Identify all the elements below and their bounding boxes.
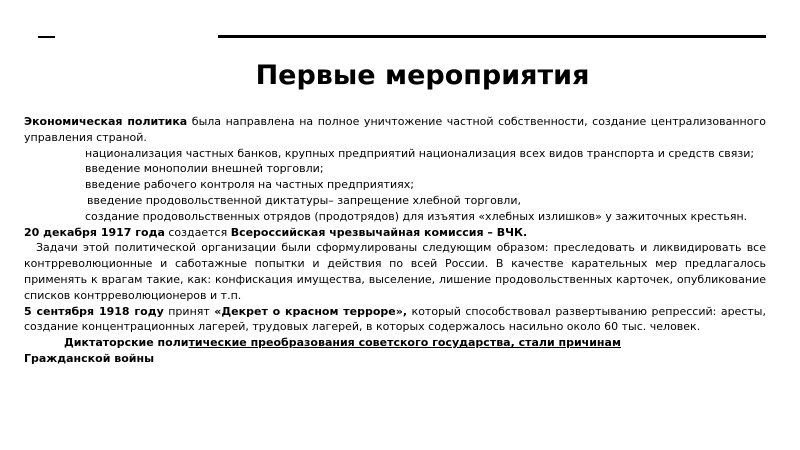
conclusion-part2: тические преобразования советского государства, стали причинам <box>188 336 621 350</box>
vchk-date: 20 декабря 1917 года <box>24 225 165 239</box>
terror-paragraph <box>24 304 766 336</box>
conclusion-part3: Гражданской войны <box>24 351 155 365</box>
terror-rest: который способствовал развертыванию репрессий: аресты, создание концентрационных лагерей, трудовых лагерей, в которых содержалось насильно около 60 тыс. человек. <box>24 304 766 334</box>
conclusion-paragraph <box>24 335 766 367</box>
header-rule <box>218 35 766 38</box>
intro-bold: Экономическая политика <box>24 115 188 128</box>
bullet-item: введение монополии внешней торговли; <box>85 162 324 176</box>
vchk-paragraph <box>24 225 766 241</box>
vchk-name: Всероссийская чрезвычайная комиссия – ВЧК. <box>230 225 528 239</box>
terror-mid: принят <box>163 304 215 318</box>
intro-paragraph <box>24 114 766 146</box>
tasks-paragraph: Задачи этой политической организации были сформулированы следующим образом: преследовать и ликвидировать все контрреволюционные и саботажные попытки и действия по всей России. В качестве карательных мер предлагалось применять к врагам такие, как: конфискация имущества, выселение, лишение продовольственных карточек, опубликование списков контрреволюционеров и т.п. <box>24 241 766 302</box>
vchk-mid: создается <box>164 225 231 239</box>
bullet-item: введение рабочего контроля на частных предприятиях; <box>85 178 414 192</box>
terror-decree: «Декрет о красном терроре», <box>214 304 408 318</box>
slide-title: Первые мероприятия <box>255 60 590 91</box>
bullet-item: национализация частных банков, крупных предприятий национализация всех видов транспорта и средств связи; <box>85 146 755 160</box>
conclusion-part1: Диктаторские поли <box>64 336 189 350</box>
intro-rest: была направлена на полное уничтожение частной собственности, создание централизованного управления страной. <box>24 115 766 144</box>
bullet-item: введение продовольственной диктатуры– запрещение хлебной торговли, <box>87 193 521 207</box>
terror-date: 5 сентября 1918 году <box>24 304 164 318</box>
dash-mark <box>38 36 55 38</box>
bullet-item: создание продовольственных отрядов (продотрядов) для изъятия «хлебных излишков» у зажиточных крестьян. <box>85 209 748 223</box>
slide-body <box>24 114 766 367</box>
